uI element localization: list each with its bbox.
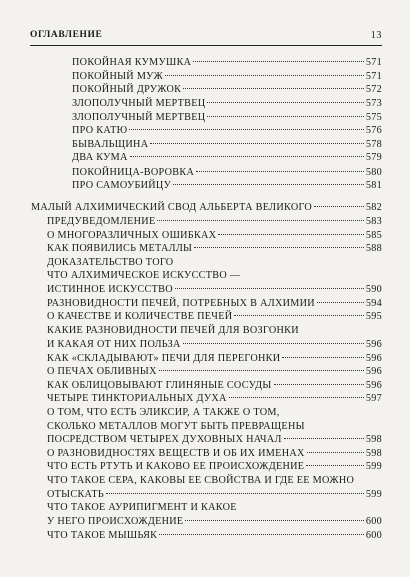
toc-entry-title: И КАКАЯ ОТ НИХ ПОЛЬЗА (47, 339, 181, 350)
toc-entry-page: 600 (365, 530, 382, 541)
toc-entry-page: 573 (365, 98, 382, 109)
dot-leader (185, 520, 363, 521)
toc-entry-page: 576 (365, 125, 382, 136)
dot-leader (207, 116, 363, 117)
toc-entry-page: 600 (365, 516, 382, 527)
toc-entry-title: ДОКАЗАТЕЛЬСТВО ТОГО (47, 257, 174, 268)
toc-entry-title: ЧТО ТАКОЕ СЕРА, КАКОВЫ ЕЕ СВОЙСТВА И ГДЕ ЕЕ МОЖНО (47, 475, 355, 486)
toc-entry-title: ИСТИННОЕ ИСКУССТВО (47, 284, 173, 295)
toc-entry-title: ПРО КАТЮ (72, 125, 128, 136)
dot-leader (165, 75, 364, 76)
toc-entry-title: О МНОГОРАЗЛИЧНЫХ ОШИБКАХ (47, 230, 217, 241)
toc-entry-page: 596 (365, 353, 382, 364)
toc-entry-title: ПРО САМОУБИЙЦУ (72, 180, 172, 191)
toc-entry-page: 596 (365, 339, 382, 350)
toc-entry-title: СКОЛЬКО МЕТАЛЛОВ МОГУТ БЫТЬ ПРЕВРАЩЕНЫ (47, 421, 305, 432)
dot-leader (282, 357, 363, 358)
dot-leader (159, 370, 364, 371)
dot-leader (274, 384, 364, 385)
toc-entry-page: 598 (365, 448, 382, 459)
toc-entry (72, 178, 382, 194)
dot-leader (106, 493, 364, 494)
toc-entry-title: О РАЗНОВИДНОСТЯХ ВЕЩЕСТВ И ОБ ИХ ИМЕНАХ (47, 448, 305, 459)
toc-entry-title: У НЕГО ПРОИСХОЖДЕНИЕ (47, 516, 184, 527)
toc-entry-title: О ПЕЧАХ ОБЛИВНЫХ (47, 366, 157, 377)
toc-entry-page: 588 (365, 243, 382, 254)
dot-leader (129, 129, 363, 130)
toc-entry-title: ЗЛОПОЛУЧНЫЙ МЕРТВЕЦ (72, 98, 206, 109)
toc-entry-title: КАК ОБЛИЦОВЫВАЮТ ГЛИНЯНЫЕ СОСУДЫ (47, 380, 272, 391)
toc-entry-title: О ТОМ, ЧТО ЕСТЬ ЭЛИКСИР, А ТАКЖЕ О ТОМ, (47, 407, 280, 418)
toc-entry-title: ПОКОЙНЫЙ МУЖ (72, 71, 164, 82)
dot-leader (159, 534, 364, 535)
toc-entry-title: КАК «СКЛАДЫВАЮТ» ПЕЧИ ДЛЯ ПЕРЕГОНКИ (47, 353, 281, 364)
toc-entry-title: ПРЕДУВЕДОМЛЕНИЕ (47, 216, 156, 227)
dot-leader (307, 452, 364, 453)
toc-entry-page: 590 (365, 284, 382, 295)
toc-entry-title: ЧЕТЫРЕ ТИНКТОРИАЛЬНЫХ ДУХА (47, 393, 227, 404)
toc-entry-title: МАЛЫЙ АЛХИМИЧЕСКИЙ СВОД АЛЬБЕРТА ВЕЛИКОГО (31, 202, 313, 213)
toc-entry-page: 597 (365, 393, 382, 404)
toc-entry-title: КАКИЕ РАЗНОВИДНОСТИ ПЕЧЕЙ ДЛЯ ВОЗГОНКИ (47, 325, 299, 336)
toc-entry-title: БЫВАЛЬЩИНА (72, 139, 149, 150)
toc-entry-page: 599 (365, 461, 382, 472)
toc-entry-page: 595 (365, 311, 382, 322)
toc-entry-page: 585 (365, 230, 382, 241)
dot-leader (234, 315, 363, 316)
toc-entry-title: О КАЧЕСТВЕ И КОЛИЧЕСТВЕ ПЕЧЕЙ (47, 311, 233, 322)
toc-entry-title: ЧТО ТАКОЕ АУРИПИГМЕНТ И КАКОЕ (47, 502, 237, 513)
toc-entry-page: 598 (365, 434, 382, 445)
toc-entry-title: РАЗНОВИДНОСТИ ПЕЧЕЙ, ПОТРЕБНЫХ В АЛХИМИИ (47, 298, 315, 309)
dot-leader (306, 465, 363, 466)
toc-entry-page: 594 (365, 298, 382, 309)
toc-entry-page: 599 (365, 489, 382, 500)
toc-entry-page: 580 (365, 167, 382, 178)
toc-entry-page: 582 (365, 202, 382, 213)
toc-entry-page: 581 (365, 180, 382, 191)
toc-entry-title: ЧТО ЕСТЬ РТУТЬ И КАКОВО ЕЕ ПРОИСХОЖДЕНИЕ (47, 461, 305, 472)
dot-leader (175, 288, 364, 289)
dot-leader (229, 397, 364, 398)
toc-entry-title: ПОКОЙНАЯ КУМУШКА (72, 57, 192, 68)
toc-entry-page: 571 (365, 57, 382, 68)
toc-entry-page: 596 (365, 380, 382, 391)
dot-leader (150, 143, 363, 144)
toc-entry-page: 578 (365, 139, 382, 150)
toc-entry-title: ПОКОЙНИЦА-ВОРОВКА (72, 167, 195, 178)
dot-leader (157, 220, 363, 221)
dot-leader (314, 206, 364, 207)
dot-leader (207, 102, 363, 103)
dot-leader (130, 156, 364, 157)
toc-entry (47, 528, 382, 544)
dot-leader (183, 88, 364, 89)
toc-entry-title: ЗЛОПОЛУЧНЫЙ МЕРТВЕЦ (72, 112, 206, 123)
toc-entry-title: ЧТО АЛХИМИЧЕСКОЕ ИСКУССТВО — (47, 270, 241, 281)
toc-entry-title: КАК ПОЯВИЛИСЬ МЕТАЛЛЫ (47, 243, 193, 254)
toc-entry-page: 572 (365, 84, 382, 95)
dot-leader (218, 234, 363, 235)
toc-entry-page: 575 (365, 112, 382, 123)
toc-entry (72, 150, 382, 166)
toc-entry-page: 571 (365, 71, 382, 82)
toc-entry-page: 596 (365, 366, 382, 377)
toc-entry-title: ЧТО ТАКОЕ МЫШЬЯК (47, 530, 158, 541)
dot-leader (183, 343, 364, 344)
toc-entry-title: ПОСРЕДСТВОМ ЧЕТЫРЕХ ДУХОВНЫХ НАЧАЛ (47, 434, 282, 445)
dot-leader (193, 61, 363, 62)
toc-entry-title: ПОКОЙНЫЙ ДРУЖОК (72, 84, 182, 95)
running-head-title: ОГЛАВЛЕНИЕ (30, 30, 103, 40)
dot-leader (196, 171, 364, 172)
dot-leader (317, 302, 364, 303)
toc-entry-title: ОТЫСКАТЬ (47, 489, 104, 500)
toc-entry-page: 583 (365, 216, 382, 227)
toc-entry-title: ДВА КУМА (72, 152, 128, 163)
dot-leader (173, 184, 364, 185)
dot-leader (194, 247, 364, 248)
dot-leader (284, 438, 364, 439)
toc-entry-page: 579 (365, 152, 382, 163)
page-number: 13 (370, 30, 382, 41)
